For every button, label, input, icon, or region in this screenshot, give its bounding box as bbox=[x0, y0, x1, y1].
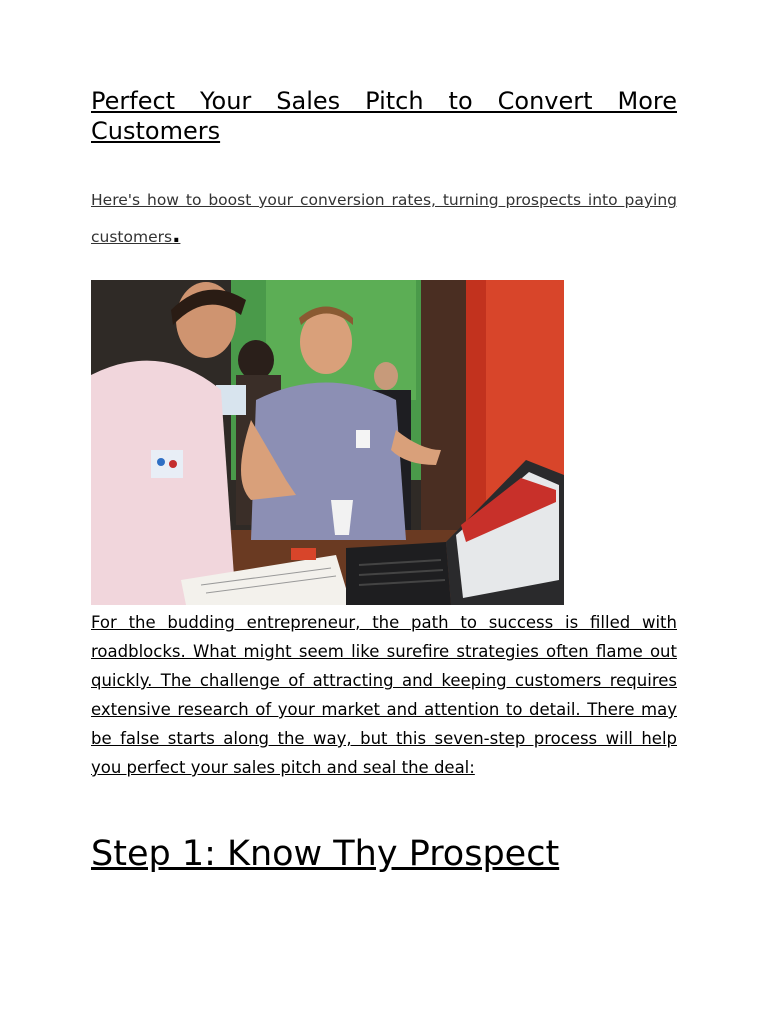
step-heading: Step 1: Know Thy Prospect bbox=[91, 834, 560, 874]
document-page bbox=[91, 86, 677, 874]
photo-people-at-laptop-icon bbox=[91, 280, 564, 605]
subtitle-text: Here's how to boost your conversion rates, turning prospects into paying customers bbox=[91, 191, 677, 246]
article-title: Perfect Your Sales Pitch to Convert More Customers bbox=[91, 87, 677, 145]
article-subtitle bbox=[91, 182, 677, 255]
article-intro-paragraph: For the budding entrepreneur, the path to success is filled with roadblocks. What might seem like surefire strategies often flame out quickly. The challenge of attracting and keeping customers requires extensive research of your market and attention to detail. There may be false starts along the way, but this seven-step process will help you perfect your sales pitch and seal the deal: bbox=[91, 613, 677, 777]
subtitle-period: . bbox=[172, 223, 181, 248]
article-photo bbox=[91, 280, 564, 605]
